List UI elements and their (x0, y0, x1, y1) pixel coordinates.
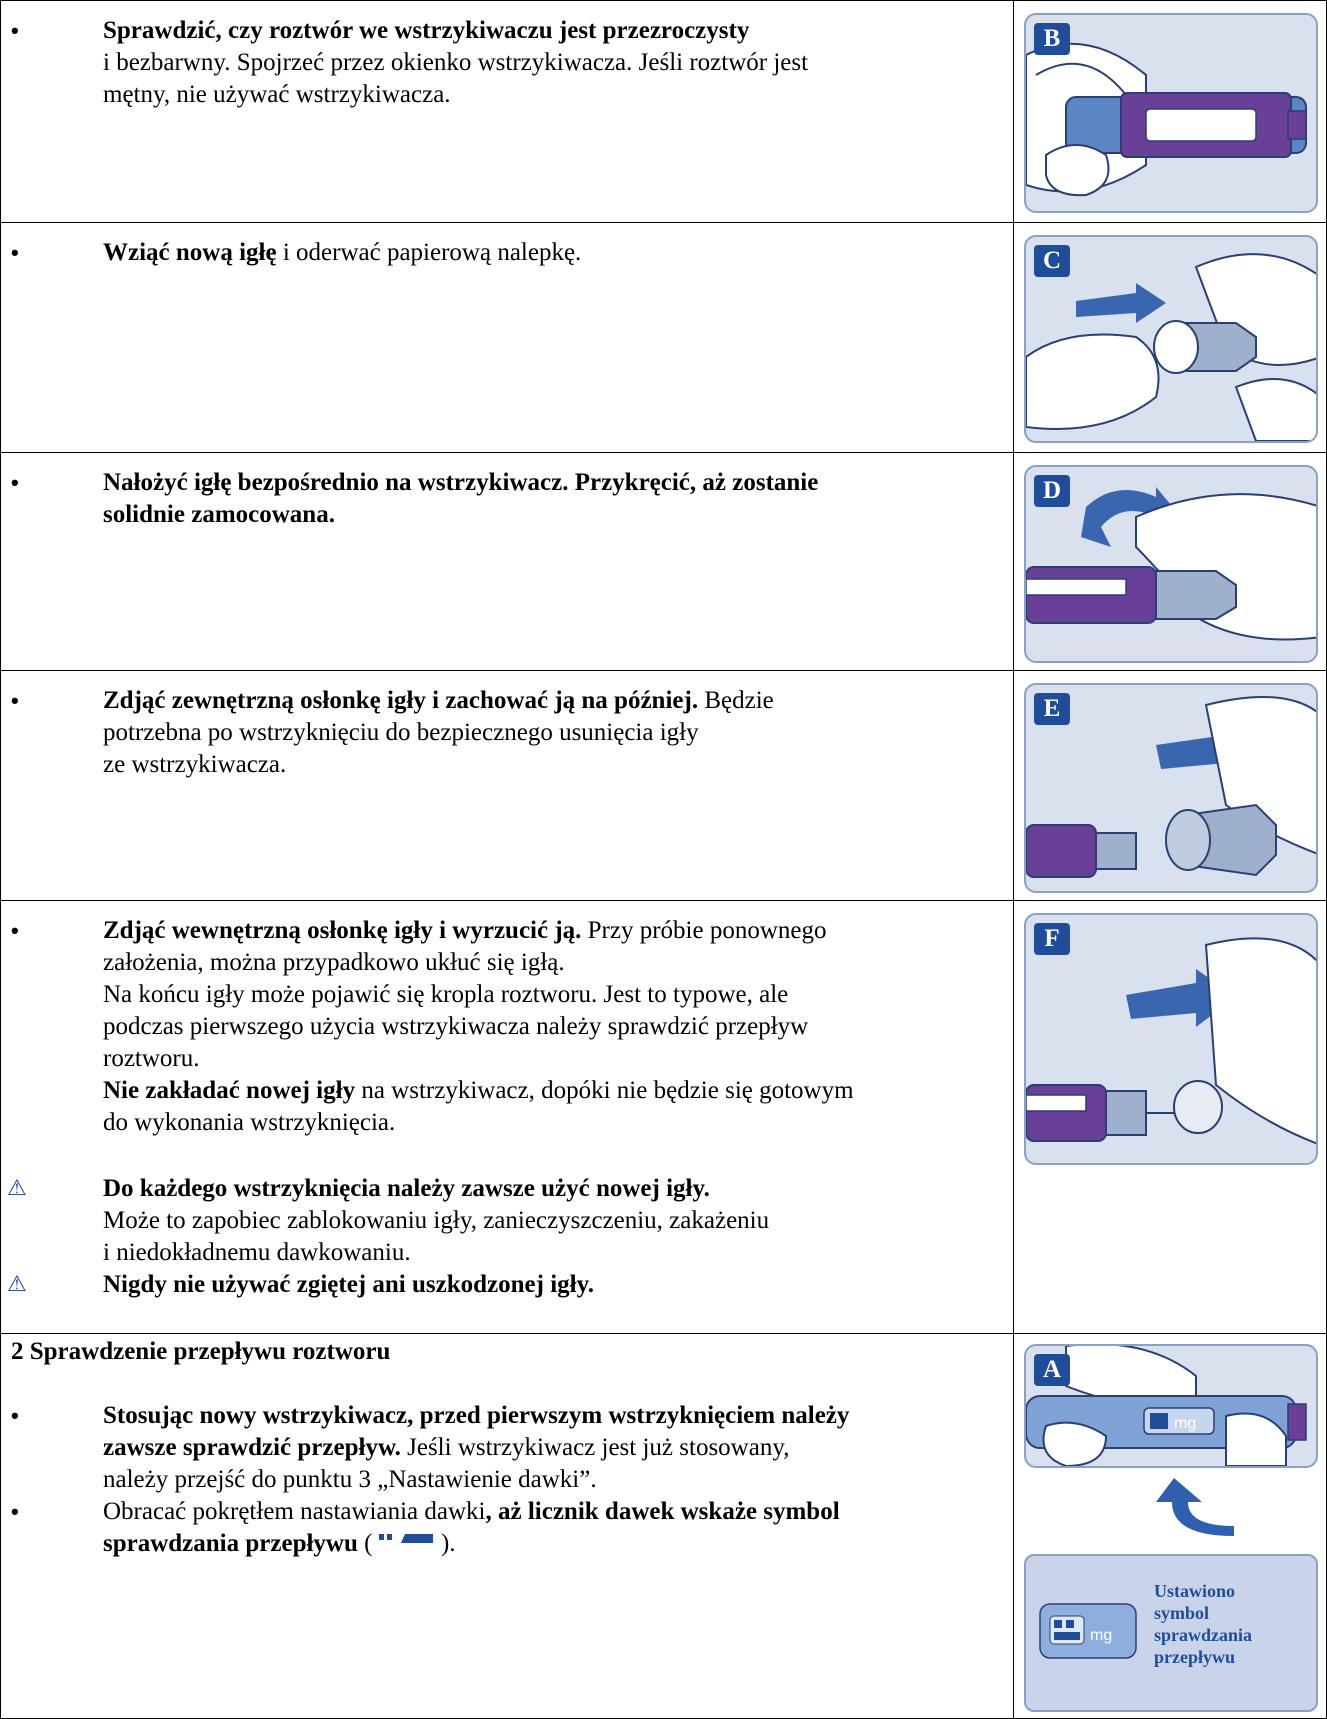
rotate-arrow-icon (1024, 1468, 1319, 1538)
instruction-bold: Stosując nowy wstrzykiwacz, przed pierwszym wstrzyknięciem należy (103, 1402, 850, 1429)
flow-check-symbol-icon (379, 1531, 435, 1545)
instruction-bold: , aż licznik dawek wskaże symbol (485, 1498, 840, 1525)
caption-line: przepływu (1154, 1647, 1235, 1667)
instruction-text: ( (357, 1530, 379, 1557)
figure-cell (1014, 223, 1327, 453)
bullet-item (1, 15, 1013, 111)
warning-item (1, 1269, 1013, 1301)
flow-check-set-panel (1024, 1554, 1318, 1712)
instruction-bold: Zdjąć wewnętrzną osłonkę igły i wyrzucić ją. (103, 917, 582, 944)
figure-label-badge: F (1034, 923, 1070, 955)
step-text-cell (1, 901, 1014, 1334)
instruction-text: założenia, można przypadkowo ukłuć się igłą. (103, 949, 565, 976)
warning-text: Może to zapobiec zablokowaniu igły, zanieczyszczeniu, zakażeniu (103, 1207, 770, 1234)
figure-a-illustration (1024, 1344, 1318, 1468)
bullet-item (1, 1400, 1013, 1496)
rotate-arrow-area (1024, 1468, 1318, 1538)
figure-label-badge: B (1034, 23, 1070, 55)
bullet-marker: • (11, 240, 19, 265)
bullet-item (1, 1496, 1013, 1560)
bullet-marker: • (11, 1499, 19, 1524)
bullet-marker: • (11, 18, 19, 43)
bullet-item (1, 915, 1013, 1139)
instruction-text: do wykonania wstrzyknięcia. (103, 1109, 396, 1136)
step-row-e (1, 671, 1327, 901)
step-text-cell (1, 223, 1014, 453)
instruction-text: Na końcu igły może pojawić się kropla roztworu. Jest to typowe, ale (103, 981, 789, 1008)
bullet-item (1, 685, 1013, 781)
instruction-text: Będzie (698, 687, 774, 714)
figure-d-illustration (1024, 465, 1318, 663)
instruction-bold: Zdjąć zewnętrzną osłonkę igły i zachować ją na później. (103, 687, 699, 714)
warning-item (1, 1173, 1013, 1269)
dial-mg-text: mg (1174, 1415, 1197, 1432)
instruction-text: podczas pierwszego użycia wstrzykiwacza należy sprawdzić przepływ (103, 1013, 809, 1040)
figure-f-illustration (1024, 913, 1318, 1165)
step-row-flow-check (1, 1334, 1327, 1719)
warning-text: i niedokładnemu dawkowaniu. (103, 1239, 411, 1266)
step-text-cell (1, 671, 1014, 901)
step-text-cell (1, 453, 1014, 671)
instruction-text: potrzebna po wstrzyknięciu do bezpiecznego usunięcia igły (103, 719, 699, 746)
instruction-text: mętny, nie używać wstrzykiwacza. (103, 81, 451, 108)
instruction-bold: Sprawdzić, czy roztwór we wstrzykiwaczu jest przezroczysty (103, 17, 750, 44)
figure-label-badge: E (1034, 693, 1070, 725)
bullet-item (1, 467, 1013, 531)
instruction-text: Obracać pokrętłem nastawiania dawki (103, 1498, 486, 1525)
warning-icon: ⚠ (7, 1176, 27, 1201)
bullet-marker: • (11, 918, 19, 943)
figure-cell (1014, 453, 1327, 671)
step-row-b (1, 1, 1327, 223)
instruction-text: na wstrzykiwacz, dopóki nie będzie się gotowym (355, 1077, 854, 1104)
instruction-bold: zawsze sprawdzić przepływ. (103, 1434, 401, 1461)
instruction-bold: Nałożyć igłę bezpośrednio na wstrzykiwacz. Przykręcić, aż zostanie (103, 469, 819, 496)
figure-label-badge: D (1034, 475, 1070, 507)
step-row-f (1, 901, 1327, 1334)
figure-label-badge: A (1034, 1354, 1070, 1386)
caption-line: Ustawiono (1154, 1581, 1236, 1601)
instruction-text: ze wstrzykiwacza. (103, 751, 287, 778)
figure-cell (1014, 1334, 1327, 1719)
figure-cell (1014, 901, 1327, 1334)
caption-line: sprawdzania (1154, 1625, 1253, 1645)
warning-bold: Nigdy nie używać zgiętej ani uszkodzonej igły. (103, 1271, 594, 1298)
warning-icon: ⚠ (7, 1272, 27, 1297)
instruction-text: Przy próbie ponownego (581, 917, 827, 944)
instruction-bold: Nie zakładać nowej igły (103, 1077, 356, 1104)
instruction-bold: solidnie zamocowana. (103, 501, 335, 528)
step-text-cell (1, 1, 1014, 223)
figure-e-illustration (1024, 683, 1318, 893)
bullet-item (1, 237, 1013, 269)
section-heading (1, 1336, 1013, 1368)
instruction-bold: Wziąć nową igłę (103, 239, 277, 266)
warning-bold: Do każdego wstrzyknięcia należy zawsze użyć nowej igły. (103, 1175, 710, 1202)
flow-check-caption (1154, 1580, 1284, 1668)
figure-c-illustration (1024, 235, 1318, 443)
figure-b-illustration (1024, 13, 1318, 213)
bullet-marker: • (11, 470, 19, 495)
figure-cell (1014, 671, 1327, 901)
instruction-text: i bezbarwny. Spojrzeć przez okienko wstrzykiwacza. Jeśli roztwór jest (103, 49, 809, 76)
bullet-marker: • (11, 1403, 19, 1428)
instruction-text: i oderwać papierową nalepkę. (276, 239, 582, 266)
step-row-c (1, 223, 1327, 453)
caption-line: symbol (1154, 1603, 1210, 1623)
section-title: 2 Sprawdzenie przepływu roztworu (11, 1338, 391, 1365)
step-row-d (1, 453, 1327, 671)
bullet-marker: • (11, 688, 19, 713)
step-text-cell (1, 1334, 1014, 1719)
closeup-mg-text: mg (1090, 1627, 1113, 1644)
instruction-text: należy przejść do punktu 3 „Nastawienie dawki”. (103, 1466, 597, 1493)
figure-label-badge: C (1034, 245, 1070, 277)
instruction-text: Jeśli wstrzykiwacz jest już stosowany, (400, 1434, 790, 1461)
instruction-text: ). (434, 1530, 456, 1557)
flow-check-dial-closeup (1026, 1556, 1146, 1710)
instruction-bold: sprawdzania przepływu (103, 1530, 358, 1557)
instruction-text: roztworu. (103, 1045, 200, 1072)
figure-cell (1014, 1, 1327, 223)
